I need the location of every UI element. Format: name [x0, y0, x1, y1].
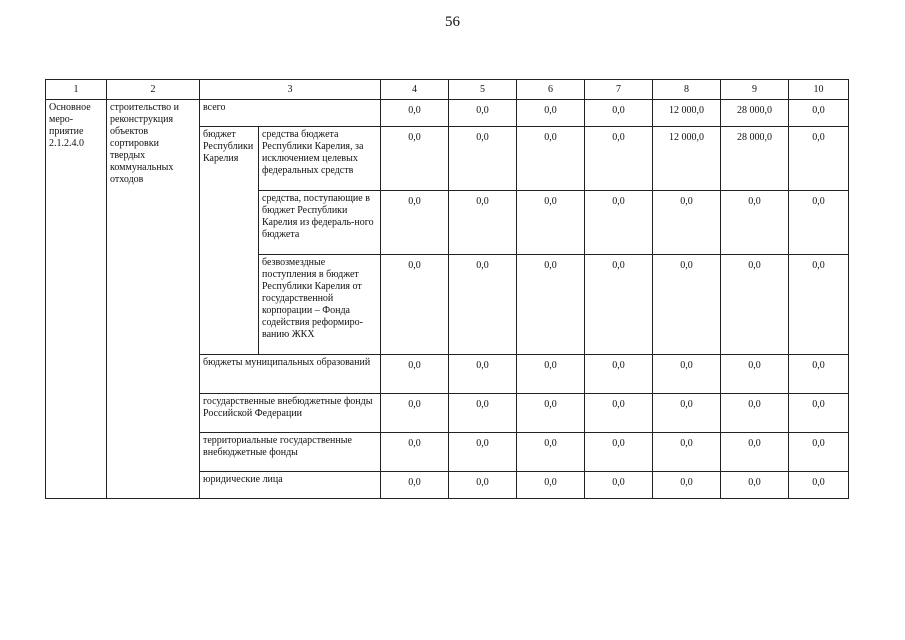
event-code: Основное меро-приятие 2.1.2.4.0: [46, 100, 107, 499]
value-cell: 0,0: [381, 355, 449, 394]
value-cell: 0,0: [653, 394, 721, 433]
value-cell: 0,0: [449, 394, 517, 433]
value-cell: 0,0: [585, 394, 653, 433]
row-label: бюджеты муниципальных образований: [200, 355, 381, 394]
value-cell: 0,0: [653, 191, 721, 255]
row-label: юридические лица: [200, 472, 381, 499]
value-cell: 0,0: [789, 394, 849, 433]
value-cell: 0,0: [517, 394, 585, 433]
value-cell: 0,0: [789, 191, 849, 255]
value-cell: 0,0: [517, 191, 585, 255]
value-cell: 0,0: [585, 100, 653, 127]
value-cell: 0,0: [381, 433, 449, 472]
value-cell: 28 000,0: [721, 100, 789, 127]
table-row: [46, 100, 849, 127]
header-cell: 8: [653, 80, 721, 100]
value-cell: 12 000,0: [653, 127, 721, 191]
value-cell: 0,0: [381, 394, 449, 433]
value-cell: 0,0: [585, 255, 653, 355]
value-cell: 0,0: [721, 394, 789, 433]
value-cell: 0,0: [789, 433, 849, 472]
value-cell: 28 000,0: [721, 127, 789, 191]
value-cell: 0,0: [789, 255, 849, 355]
value-cell: 0,0: [585, 472, 653, 499]
value-cell: 0,0: [449, 255, 517, 355]
header-cell: 5: [449, 80, 517, 100]
page-number: 56: [445, 14, 460, 30]
value-cell: 0,0: [449, 191, 517, 255]
value-cell: 12 000,0: [653, 100, 721, 127]
value-cell: 0,0: [789, 355, 849, 394]
value-cell: 0,0: [721, 472, 789, 499]
row-label: средства бюджета Республики Карелия, за исключением целевых федеральных средств: [259, 127, 381, 191]
value-cell: 0,0: [517, 100, 585, 127]
header-cell: 2: [107, 80, 200, 100]
value-cell: 0,0: [653, 355, 721, 394]
budget-group-label: бюджет Республики Карелия: [200, 127, 259, 355]
value-cell: 0,0: [789, 472, 849, 499]
value-cell: 0,0: [449, 100, 517, 127]
value-cell: 0,0: [585, 127, 653, 191]
row-label: всего: [200, 100, 381, 127]
header-cell: 3: [200, 80, 381, 100]
value-cell: 0,0: [653, 255, 721, 355]
header-cell: 7: [585, 80, 653, 100]
value-cell: 0,0: [789, 127, 849, 191]
value-cell: 0,0: [517, 472, 585, 499]
value-cell: 0,0: [381, 472, 449, 499]
row-label: государственные внебюджетные фонды Российской Федерации: [200, 394, 381, 433]
value-cell: 0,0: [381, 100, 449, 127]
header-cell: 4: [381, 80, 449, 100]
value-cell: 0,0: [585, 191, 653, 255]
value-cell: 0,0: [721, 255, 789, 355]
value-cell: 0,0: [449, 355, 517, 394]
value-cell: 0,0: [449, 433, 517, 472]
value-cell: 0,0: [721, 191, 789, 255]
value-cell: 0,0: [517, 127, 585, 191]
value-cell: 0,0: [381, 191, 449, 255]
event-name: строительство и реконструкция объектов сортировки твердых коммунальных отходов: [107, 100, 200, 499]
value-cell: 0,0: [381, 255, 449, 355]
value-cell: 0,0: [517, 255, 585, 355]
value-cell: 0,0: [517, 433, 585, 472]
value-cell: 0,0: [449, 127, 517, 191]
value-cell: 0,0: [721, 355, 789, 394]
header-cell: 1: [46, 80, 107, 100]
table-header-row: [46, 80, 849, 100]
funding-table: [45, 79, 849, 499]
value-cell: 0,0: [653, 433, 721, 472]
value-cell: 0,0: [517, 355, 585, 394]
value-cell: 0,0: [789, 100, 849, 127]
value-cell: 0,0: [585, 433, 653, 472]
value-cell: 0,0: [381, 127, 449, 191]
value-cell: 0,0: [721, 433, 789, 472]
row-label: средства, поступающие в бюджет Республики Карелия из федераль-ного бюджета: [259, 191, 381, 255]
row-label: территориальные государственные внебюджетные фонды: [200, 433, 381, 472]
value-cell: 0,0: [653, 472, 721, 499]
value-cell: 0,0: [585, 355, 653, 394]
value-cell: 0,0: [449, 472, 517, 499]
header-cell: 6: [517, 80, 585, 100]
header-cell: 10: [789, 80, 849, 100]
row-label: безвозмездные поступления в бюджет Республики Карелия от государственной корпорации – Фонда содействия реформиро-ванию ЖКХ: [259, 255, 381, 355]
header-cell: 9: [721, 80, 789, 100]
